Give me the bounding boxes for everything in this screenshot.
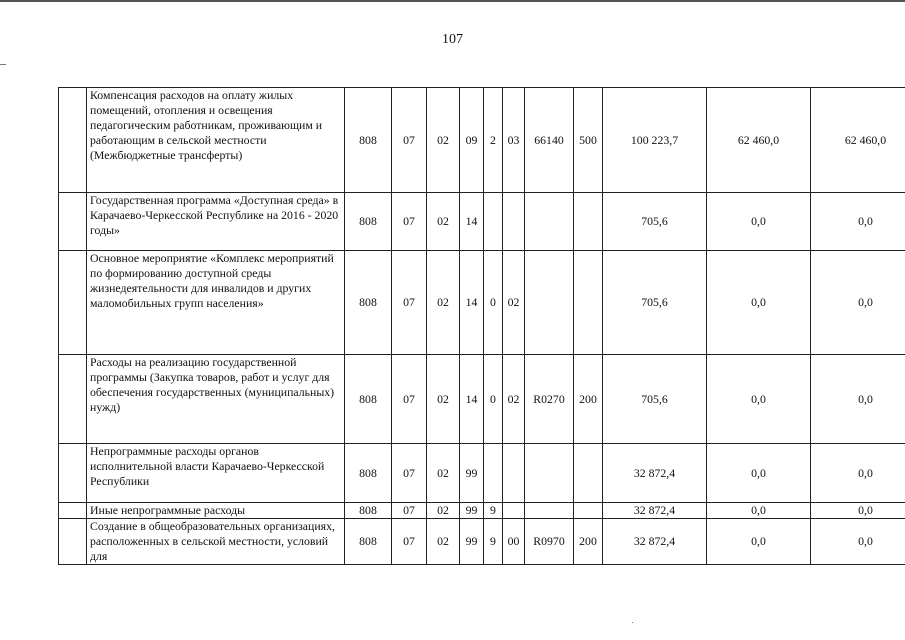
table-row xyxy=(59,251,905,355)
pr-code-cell: 02 xyxy=(427,355,460,444)
program-code-cell: 09 xyxy=(460,88,484,193)
vr-code-cell xyxy=(574,193,603,251)
scan-top-edge xyxy=(0,0,905,2)
amount-year-3-cell: 0,0 xyxy=(811,355,905,444)
program-code-cell: 99 xyxy=(460,503,484,519)
row-number-cell xyxy=(59,251,87,355)
direction-code-cell: R0270 xyxy=(525,355,574,444)
vr-code-cell: 500 xyxy=(574,88,603,193)
direction-code-cell: R0970 xyxy=(525,519,574,565)
row-number-cell xyxy=(59,503,87,519)
amount-year-1-cell: 705,6 xyxy=(603,355,707,444)
amount-year-2-cell: 62 460,0 xyxy=(707,88,811,193)
amount-year-1-cell: 705,6 xyxy=(603,251,707,355)
table-row xyxy=(59,503,905,519)
subprogram-code-cell: 0 xyxy=(484,251,503,355)
amount-year-2-cell: 0,0 xyxy=(707,193,811,251)
amount-year-2-cell: 0,0 xyxy=(707,444,811,503)
event-code-cell xyxy=(503,503,525,519)
program-code-cell: 14 xyxy=(460,193,484,251)
gr-code-cell: 808 xyxy=(345,503,392,519)
event-code-cell: 02 xyxy=(503,355,525,444)
amount-year-1-cell: 32 872,4 xyxy=(603,444,707,503)
subprogram-code-cell: 9 xyxy=(484,503,503,519)
expense-name-cell: Создание в общеобразовательных организациях, расположенных в сельской местности, условий для xyxy=(87,519,345,565)
subprogram-code-cell: 9 xyxy=(484,519,503,565)
rz-code-cell: 07 xyxy=(392,88,427,193)
pr-code-cell: 02 xyxy=(427,88,460,193)
vr-code-cell: 200 xyxy=(574,519,603,565)
expense-name-cell: Компенсация расходов на оплату жилых помещений, отопления и освещения педагогическим работникам, проживающим и работающим в сельской местности (Межбюджетные трансферты) xyxy=(87,88,345,193)
pr-code-cell: 02 xyxy=(427,519,460,565)
rz-code-cell: 07 xyxy=(392,251,427,355)
rz-code-cell: 07 xyxy=(392,503,427,519)
pr-code-cell: 02 xyxy=(427,503,460,519)
direction-code-cell xyxy=(525,251,574,355)
amount-year-3-cell: 0,0 xyxy=(811,503,905,519)
amount-year-2-cell: 0,0 xyxy=(707,355,811,444)
vr-code-cell xyxy=(574,444,603,503)
subprogram-code-cell: 2 xyxy=(484,88,503,193)
row-number-cell xyxy=(59,88,87,193)
pr-code-cell: 02 xyxy=(427,251,460,355)
program-code-cell: 14 xyxy=(460,355,484,444)
gr-code-cell: 808 xyxy=(345,251,392,355)
amount-year-1-cell: 705,6 xyxy=(603,193,707,251)
table-row xyxy=(59,444,905,503)
gr-code-cell: 808 xyxy=(345,88,392,193)
event-code-cell xyxy=(503,444,525,503)
expense-name-cell: Непрограммные расходы органов исполнительной власти Карачаево-Черкесской Республики xyxy=(87,444,345,503)
scan-speck xyxy=(632,622,633,623)
gr-code-cell: 808 xyxy=(345,193,392,251)
event-code-cell: 00 xyxy=(503,519,525,565)
amount-year-2-cell: 0,0 xyxy=(707,503,811,519)
budget-table-body xyxy=(59,88,905,565)
rz-code-cell: 07 xyxy=(392,519,427,565)
expense-name-cell: Государственная программа «Доступная среда» в Карачаево-Черкесской Республике на 2016 - 2020 годы» xyxy=(87,193,345,251)
direction-code-cell xyxy=(525,193,574,251)
budget-table xyxy=(58,87,905,565)
gr-code-cell: 808 xyxy=(345,355,392,444)
event-code-cell: 03 xyxy=(503,88,525,193)
program-code-cell: 99 xyxy=(460,444,484,503)
rz-code-cell: 07 xyxy=(392,444,427,503)
direction-code-cell: 66140 xyxy=(525,88,574,193)
amount-year-3-cell: 0,0 xyxy=(811,519,905,565)
table-row xyxy=(59,88,905,193)
amount-year-2-cell: 0,0 xyxy=(707,251,811,355)
subprogram-code-cell: 0 xyxy=(484,355,503,444)
pr-code-cell: 02 xyxy=(427,444,460,503)
row-number-cell xyxy=(59,519,87,565)
row-number-cell xyxy=(59,444,87,503)
pr-code-cell: 02 xyxy=(427,193,460,251)
event-code-cell xyxy=(503,193,525,251)
expense-name-cell: Иные непрограммные расходы xyxy=(87,503,345,519)
program-code-cell: 14 xyxy=(460,251,484,355)
amount-year-1-cell: 32 872,4 xyxy=(603,519,707,565)
vr-code-cell xyxy=(574,251,603,355)
scan-mark-left xyxy=(0,64,6,65)
subprogram-code-cell xyxy=(484,193,503,251)
subprogram-code-cell xyxy=(484,444,503,503)
vr-code-cell xyxy=(574,503,603,519)
amount-year-3-cell: 0,0 xyxy=(811,251,905,355)
table-row xyxy=(59,193,905,251)
amount-year-1-cell: 100 223,7 xyxy=(603,88,707,193)
direction-code-cell xyxy=(525,503,574,519)
amount-year-2-cell: 0,0 xyxy=(707,519,811,565)
expense-name-cell: Основное мероприятие «Комплекс мероприятий по формированию доступной среды жизнедеятельности для инвалидов и других маломобильных групп населения» xyxy=(87,251,345,355)
table-row xyxy=(59,519,905,565)
rz-code-cell: 07 xyxy=(392,355,427,444)
rz-code-cell: 07 xyxy=(392,193,427,251)
gr-code-cell: 808 xyxy=(345,444,392,503)
gr-code-cell: 808 xyxy=(345,519,392,565)
expense-name-cell: Расходы на реализацию государственной программы (Закупка товаров, работ и услуг для обеспечения государственных (муниципальных) нужд) xyxy=(87,355,345,444)
program-code-cell: 99 xyxy=(460,519,484,565)
row-number-cell xyxy=(59,193,87,251)
page-number: 107 xyxy=(442,32,463,47)
amount-year-3-cell: 62 460,0 xyxy=(811,88,905,193)
event-code-cell: 02 xyxy=(503,251,525,355)
vr-code-cell: 200 xyxy=(574,355,603,444)
row-number-cell xyxy=(59,355,87,444)
table-row xyxy=(59,355,905,444)
amount-year-3-cell: 0,0 xyxy=(811,193,905,251)
direction-code-cell xyxy=(525,444,574,503)
amount-year-1-cell: 32 872,4 xyxy=(603,503,707,519)
amount-year-3-cell: 0,0 xyxy=(811,444,905,503)
